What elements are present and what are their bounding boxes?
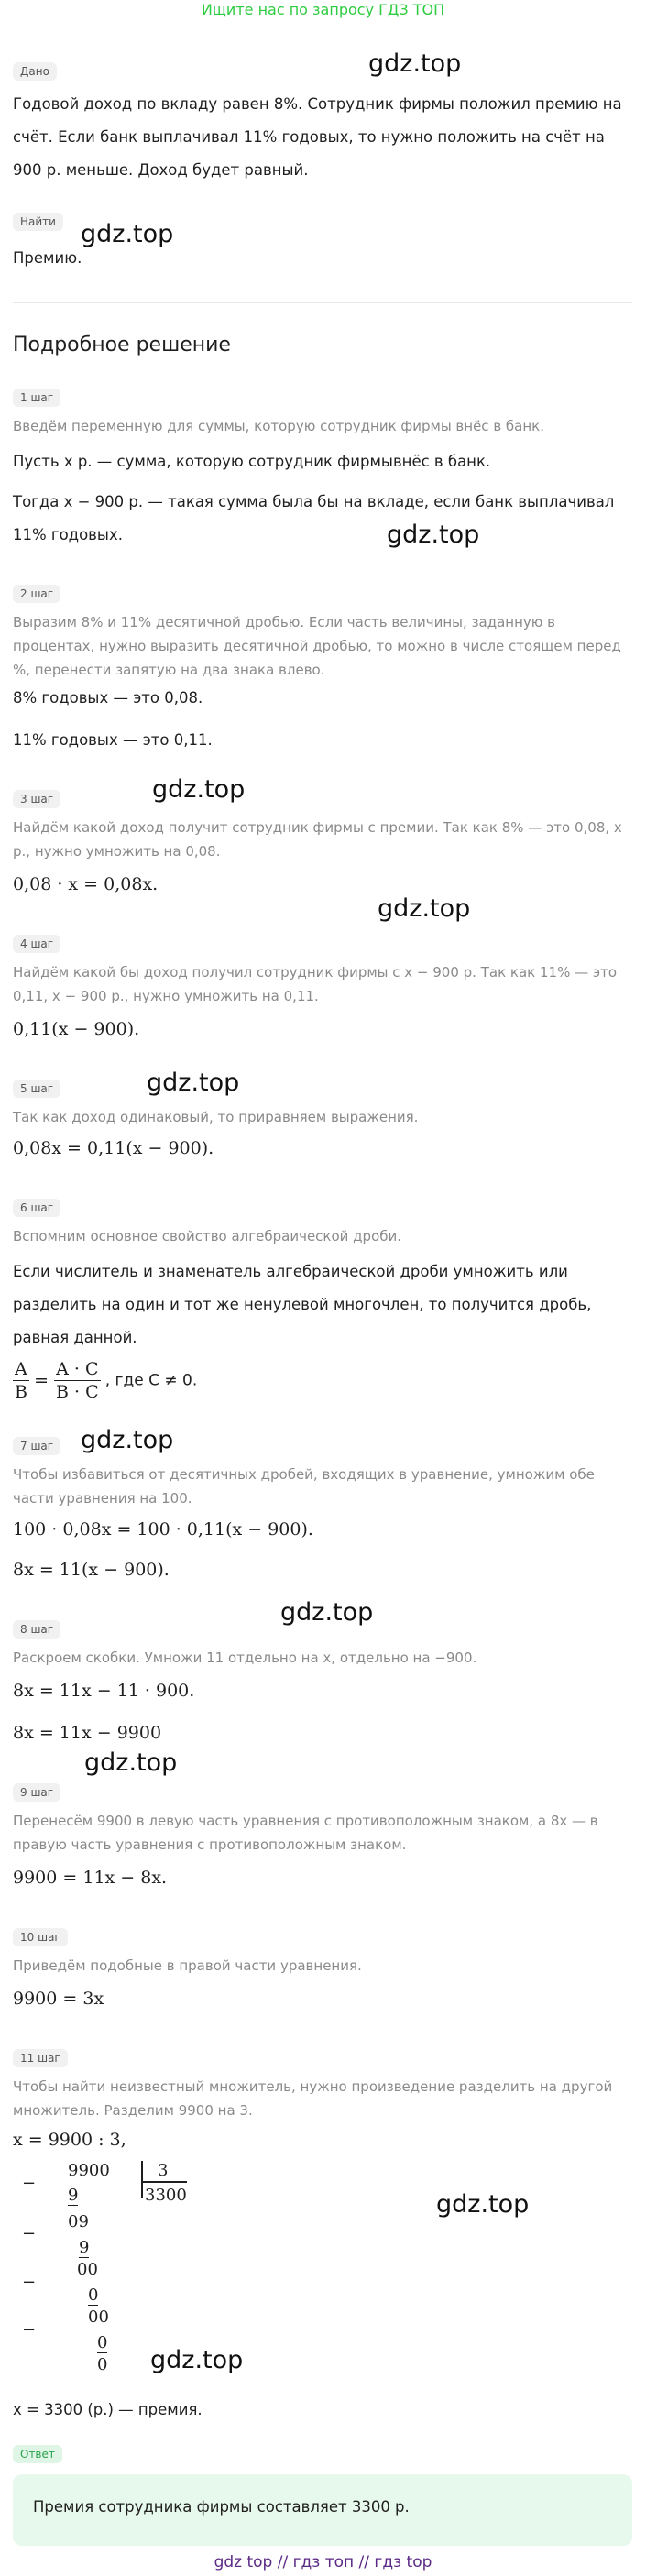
step-line: 11% годовых. [13, 526, 123, 543]
division-row: 09 [68, 2212, 89, 2231]
given-tag: Дано [13, 62, 57, 81]
step-math: 9900 = 11x − 8x. [13, 1868, 168, 1888]
division-row: 9 [68, 2186, 79, 2205]
division-dividend: 9900 [68, 2161, 110, 2180]
step-tag: 2 шаг [13, 585, 60, 603]
watermark: gdz.top [387, 521, 480, 549]
step-tag: 4 шаг [13, 935, 60, 953]
division-bracket [141, 2161, 143, 2198]
fraction-left: $\frac{A}{B}$ [15, 1359, 27, 1402]
step-math: 100 · 0,08x = 100 · 0,11(x − 900). [13, 1519, 313, 1540]
step-math: 0,08x = 0,11(x − 900). [13, 1138, 214, 1158]
watermark: gdz.top [147, 1069, 240, 1097]
watermark: gdz.top [436, 2190, 530, 2219]
step-math: 8x = 11x − 11 · 900. [13, 1681, 195, 1701]
step-tag: 3 шаг [13, 790, 60, 808]
step-math: 9900 = 3x [13, 1989, 104, 2009]
step-hint: Найдём какой бы доход получил сотрудник фирмы с x − 900 р. Так как 11% — это 0,11, x − 900 р., нужно умножить на 0,11. [13, 964, 618, 1004]
step-math: 8x = 11x − 9900 [13, 1723, 162, 1743]
step-hint: Чтобы избавиться от десятичных дробей, входящих в уравнение, умножим обе части уравнения на 100. [13, 1466, 595, 1507]
top-banner[interactable]: Ищите нас по запросу ГДЗ ТОП [201, 1, 445, 18]
step-line: 8% годовых — это 0,08. [13, 689, 203, 707]
step-tag: 7 шаг [13, 1437, 60, 1455]
step-hint: Выразим 8% и 11% десятичной дробью. Если часть величины, заданную в процентах, нужно выразить десятичной дробью, то можно в числе стоящем перед %, перенести запятую на два знака влево. [13, 614, 621, 678]
step-tag: 1 шаг [13, 389, 60, 407]
division-row: 0 [88, 2286, 99, 2305]
step-hint: Раскроем скобки. Умножи 11 отдельно на x, отдельно на −900. [13, 1650, 477, 1666]
step-hint: Приведём подобные в правой части уравнения. [13, 1957, 362, 1974]
step-tag: 6 шаг [13, 1199, 60, 1217]
division-minus: − [22, 2224, 37, 2243]
division-minus: − [22, 2273, 37, 2292]
step-tag: 8 шаг [13, 1620, 60, 1639]
division-row: 00 [88, 2307, 109, 2327]
step-line: Тогда x − 900 р. — такая сумма была бы на вкладе, если банк выплачивал [13, 493, 615, 510]
step-math: x = 9900 : 3, [13, 2130, 126, 2150]
step-hint: Введём переменную для суммы, которую сотрудник фирмы внёс в банк. [13, 418, 545, 434]
division-row: 00 [77, 2260, 98, 2279]
step-hint: Перенесём 9900 в левую часть уравнения с противоположным знаком, а 8x — в правую часть уравнения с противоположным знаком. [13, 1813, 598, 1853]
watermark: gdz.top [378, 894, 471, 923]
watermark: gdz.top [368, 49, 462, 78]
fraction-condition: , где C ≠ 0. [104, 1371, 198, 1390]
solution-title: Подробное решение [13, 334, 231, 356]
division-quotient: 3300 [145, 2186, 187, 2205]
division-row: 0 [97, 2355, 108, 2374]
fraction-rule: $\frac{A}{B}$ = $\frac{A \cdot C}{B \cdot C}$ , где C ≠ 0. [15, 1359, 198, 1402]
step-hint: Так как доход одинаковый, то приравняем выражения. [13, 1109, 419, 1125]
find-tag: Найти [13, 213, 63, 231]
step-math: 8x = 11(x − 900). [13, 1560, 170, 1580]
step-line: Пусть x р. — сумма, которую сотрудник фирмывнёс в банк. [13, 453, 491, 470]
division-minus: − [22, 2174, 37, 2193]
watermark: gdz.top [84, 1748, 178, 1777]
watermark: gdz.top [280, 1598, 374, 1627]
watermark: gdz.top [81, 1426, 174, 1454]
step-tag: 5 шаг [13, 1080, 60, 1098]
divider [13, 302, 632, 303]
answer-text: Премия сотрудника фирмы составляет 3300 р. [33, 2498, 410, 2516]
step-hint: Найдём какой доход получит сотрудник фирмы с премии. Так как 8% — это 0,08, x р., нужно умножить на 0,08. [13, 819, 622, 860]
step-tag: 11 шаг [13, 2049, 68, 2067]
division-row: 9 [79, 2238, 90, 2257]
footer-links[interactable]: gdz top // гдз топ // гдз top [214, 2553, 432, 2571]
fraction-right: $\frac{A \cdot C}{B \cdot C}$ [56, 1359, 99, 1402]
step-math: 0,11(x − 900). [13, 1019, 140, 1039]
step-tag: 9 шаг [13, 1783, 60, 1802]
step-rule: Если числитель и знаменатель алгебраической дроби умножить или разделить на один и тот же ненулевой многочлен, то получится дробь, равная данной. [13, 1263, 592, 1346]
step-line: 11% годовых — это 0,11. [13, 731, 213, 749]
step-hint: Чтобы найти неизвестный множитель, нужно произведение разделить на другой множитель. Разделим 9900 на 3. [13, 2078, 613, 2119]
given-text: Годовой доход по вкладу равен 8%. Сотрудник фирмы положил премию на счёт. Если банк выплачивал 11% годовых, то нужно положить на счёт на 900 р. меньше. Доход будет равный. [13, 95, 622, 179]
find-text: Премию. [13, 249, 82, 267]
division-divisor: 3 [158, 2161, 169, 2180]
watermark: gdz.top [150, 2346, 244, 2374]
division-minus: − [22, 2320, 37, 2340]
step-math: 0,08 · x = 0,08x. [13, 874, 159, 894]
watermark: gdz.top [152, 775, 246, 804]
step-result: x = 3300 (р.) — премия. [13, 2401, 203, 2418]
division-row: 0 [97, 2333, 108, 2352]
step-tag: 10 шаг [13, 1928, 68, 1946]
watermark: gdz.top [81, 220, 174, 248]
step-hint: Вспомним основное свойство алгебраической дроби. [13, 1228, 402, 1244]
division-bar [143, 2181, 187, 2183]
answer-tag: Ответ [13, 2445, 62, 2463]
